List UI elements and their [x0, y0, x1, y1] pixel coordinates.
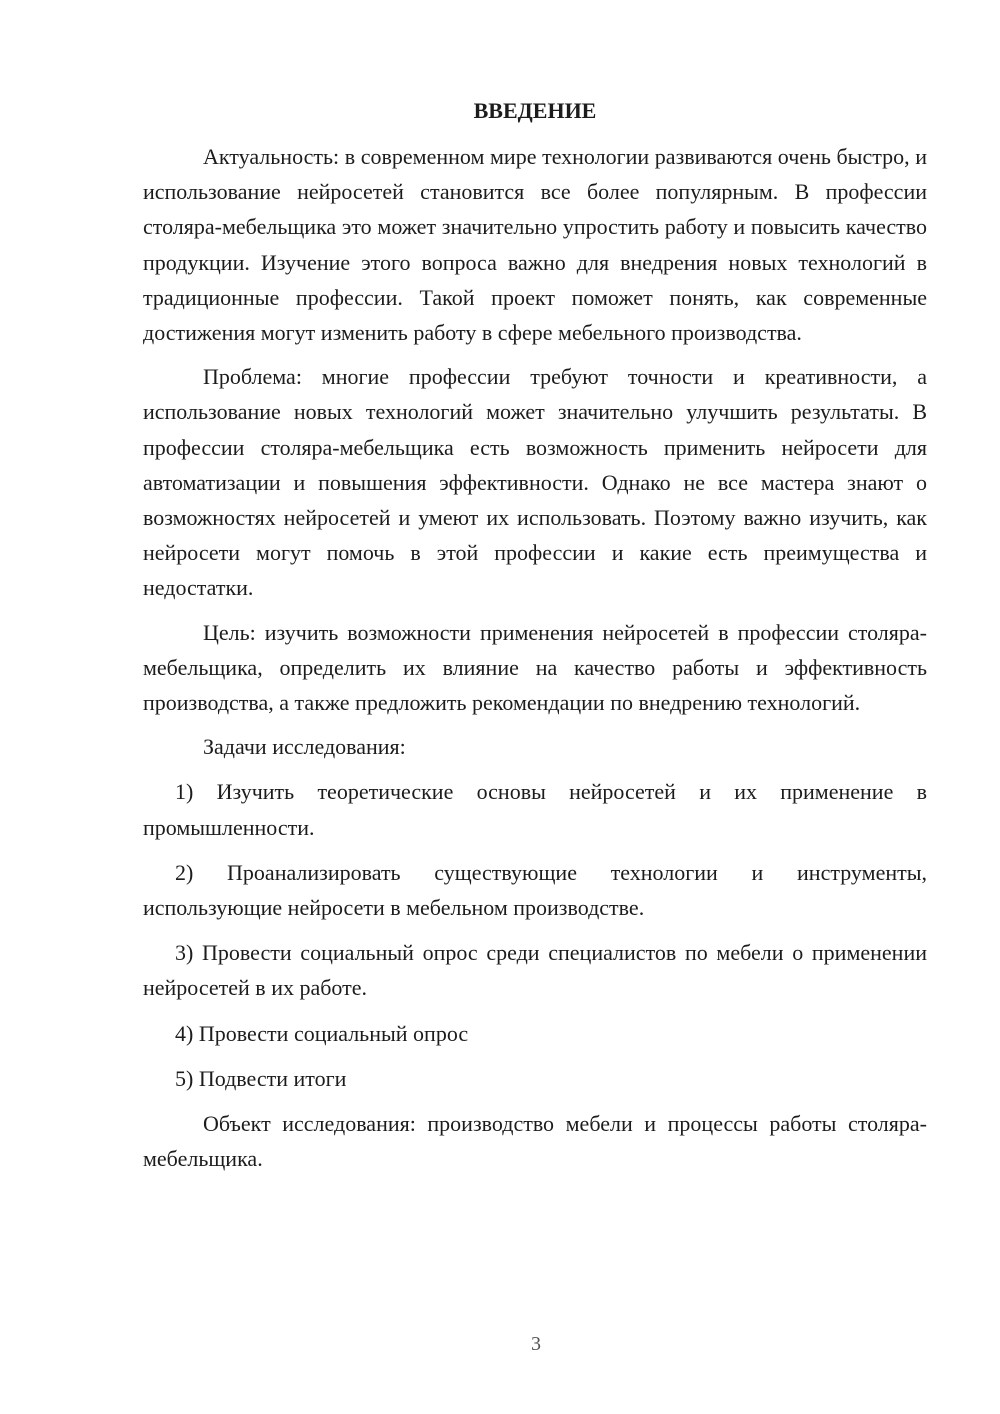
problem-paragraph: Проблема: многие профессии требуют точности и креативности, а использование новых технологий может значительно улучшить результаты. В профессии столяра-мебельщика есть возможность применить нейросети для автоматизации и повышения эффективности. Однако не все мастера знают о возможностях нейросетей и умеют их использовать. Поэтому важно изучить, как нейросети могут помочь в этой профессии и какие есть преимущества и недостатки.: [143, 364, 927, 601]
document-page: [143, 96, 927, 1176]
object-paragraph: Объект исследования: производство мебели и процессы работы столяра-мебельщика.: [143, 1111, 927, 1172]
task-item-5: 5) Подвести итоги: [175, 1065, 347, 1091]
task-item-3: 3) Провести социальный опрос среди специалистов по мебели о применении нейросетей в их работе.: [143, 940, 927, 1001]
task-item-1: 1) Изучить теоретические основы нейросетей и их применение в промышленности.: [143, 779, 927, 840]
task-item-4: 4) Провести социальный опрос: [175, 1020, 469, 1046]
tasks-heading: Задачи исследования:: [203, 734, 406, 760]
page-number: 3: [531, 1333, 541, 1355]
goal-paragraph: Цель: изучить возможности применения нейросетей в профессии столяра-мебельщика, определить их влияние на качество работы и эффективность производства, а также предложить рекомендации по внедрению технологий.: [143, 619, 927, 716]
relevance-paragraph: Актуальность: в современном мире технологии развиваются очень быстро, и использование нейросетей становится все более популярным. В профессии столяра-мебельщика это может значительно упростить работу и повысить качество продукции. Изучение этого вопроса важно для внедрения новых технологий в традиционные профессии. Такой проект поможет понять, как современные достижения могут изменить работу в сфере мебельного производства.: [143, 144, 927, 346]
section-title: ВВЕДЕНИЕ: [473, 98, 597, 123]
task-item-2: 2) Проанализировать существующие технологии и инструменты, использующие нейросети в мебельном производстве.: [143, 859, 927, 921]
